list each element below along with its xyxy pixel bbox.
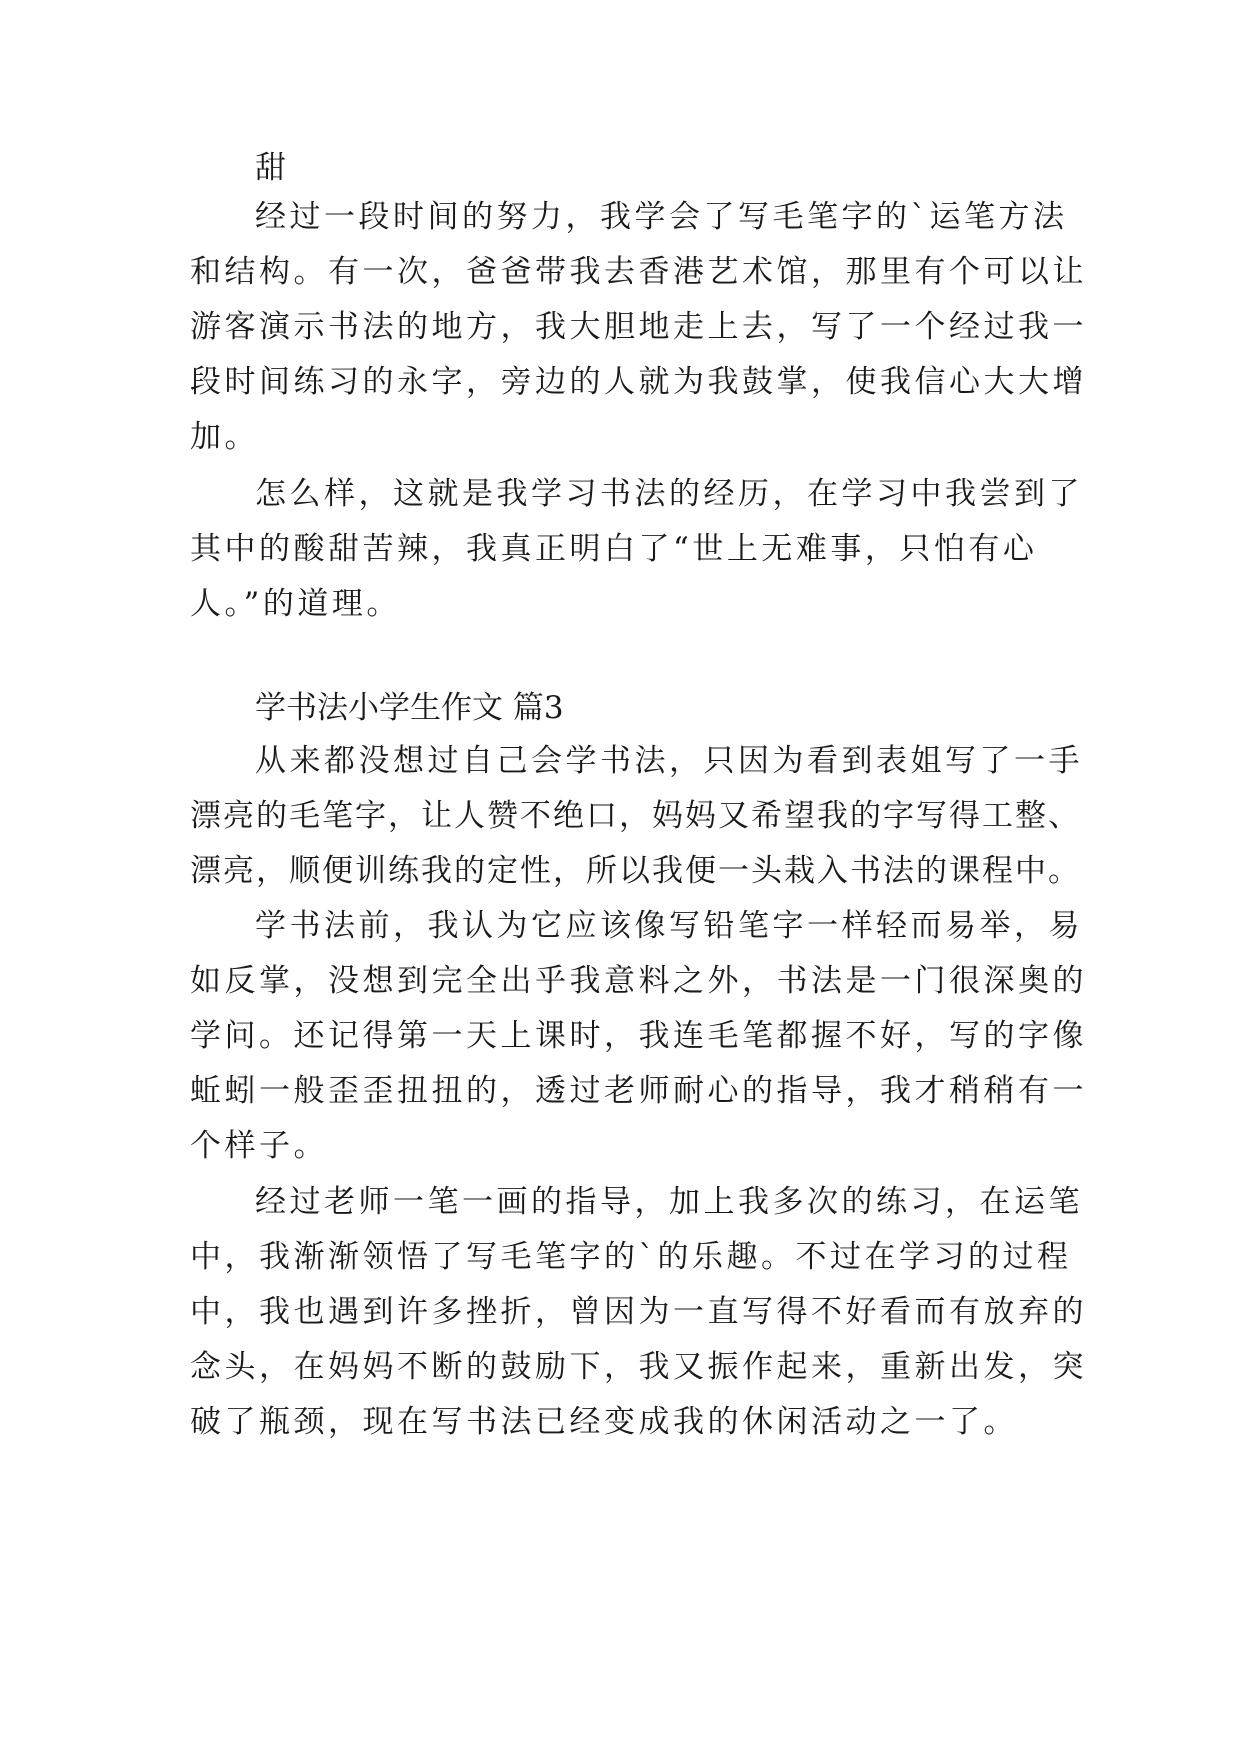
text-line: 学书法前，我认为它应该像写铅笔字一样轻而易举，易	[255, 908, 1083, 944]
text-line: 经过一段时间的努力，我学会了写毛笔字的`运笔方法	[255, 199, 1068, 235]
text-line: 学问。还记得第一天上课时，我连毛笔都握不好，写的字像	[190, 1018, 1087, 1054]
text-line: 游客演示书法的地方，我大胆地走上去，写了一个经过我一	[190, 309, 1087, 345]
section-heading: 学书法小学生作文 篇3	[255, 690, 564, 726]
text-line: 漂亮，顺便训练我的定性，所以我便一头栽入书法的课程中。	[190, 853, 1081, 889]
text-line: 段时间练习的永字，旁边的人就为我鼓掌，使我信心大大增	[190, 364, 1087, 400]
text-line: 加。	[190, 419, 259, 455]
text-line: 个样子。	[190, 1128, 328, 1164]
text-line: 中，我也遇到许多挫折，曾因为一直写得不好看而有放弃的	[190, 1294, 1087, 1330]
text-line: 人。”的道理。	[190, 586, 401, 622]
text-line: 甜	[255, 150, 286, 186]
text-line: 如反掌，没想到完全出乎我意料之外，书法是一门很深奥的	[190, 963, 1087, 999]
text-line: 和结构。有一次，爸爸带我去香港艺术馆，那里有个可以让	[190, 254, 1087, 290]
text-line: 漂亮的毛笔字，让人赞不绝口，妈妈又希望我的字写得工整、	[190, 798, 1081, 834]
text-line: 从来都没想过自己会学书法，只因为看到表姐写了一手	[255, 743, 1083, 779]
text-line: 怎么样，这就是我学习书法的经历，在学习中我尝到了	[255, 476, 1083, 512]
text-line: 中，我渐渐领悟了写毛笔字的`的乐趣。不过在学习的过程	[190, 1239, 1072, 1275]
text-line: 破了瓶颈，现在写书法已经变成我的休闲活动之一了。	[190, 1404, 1018, 1440]
text-line: 经过老师一笔一画的指导，加上我多次的练习，在运笔	[255, 1184, 1083, 1220]
text-line: 其中的酸甜苦辣，我真正明白了“世上无难事，只怕有心	[190, 531, 1038, 567]
text-line: 蚯蚓一般歪歪扭扭的，透过老师耐心的指导，我才稍稍有一	[190, 1073, 1087, 1109]
text-line: 念头，在妈妈不断的鼓励下，我又振作起来，重新出发，突	[190, 1349, 1087, 1385]
